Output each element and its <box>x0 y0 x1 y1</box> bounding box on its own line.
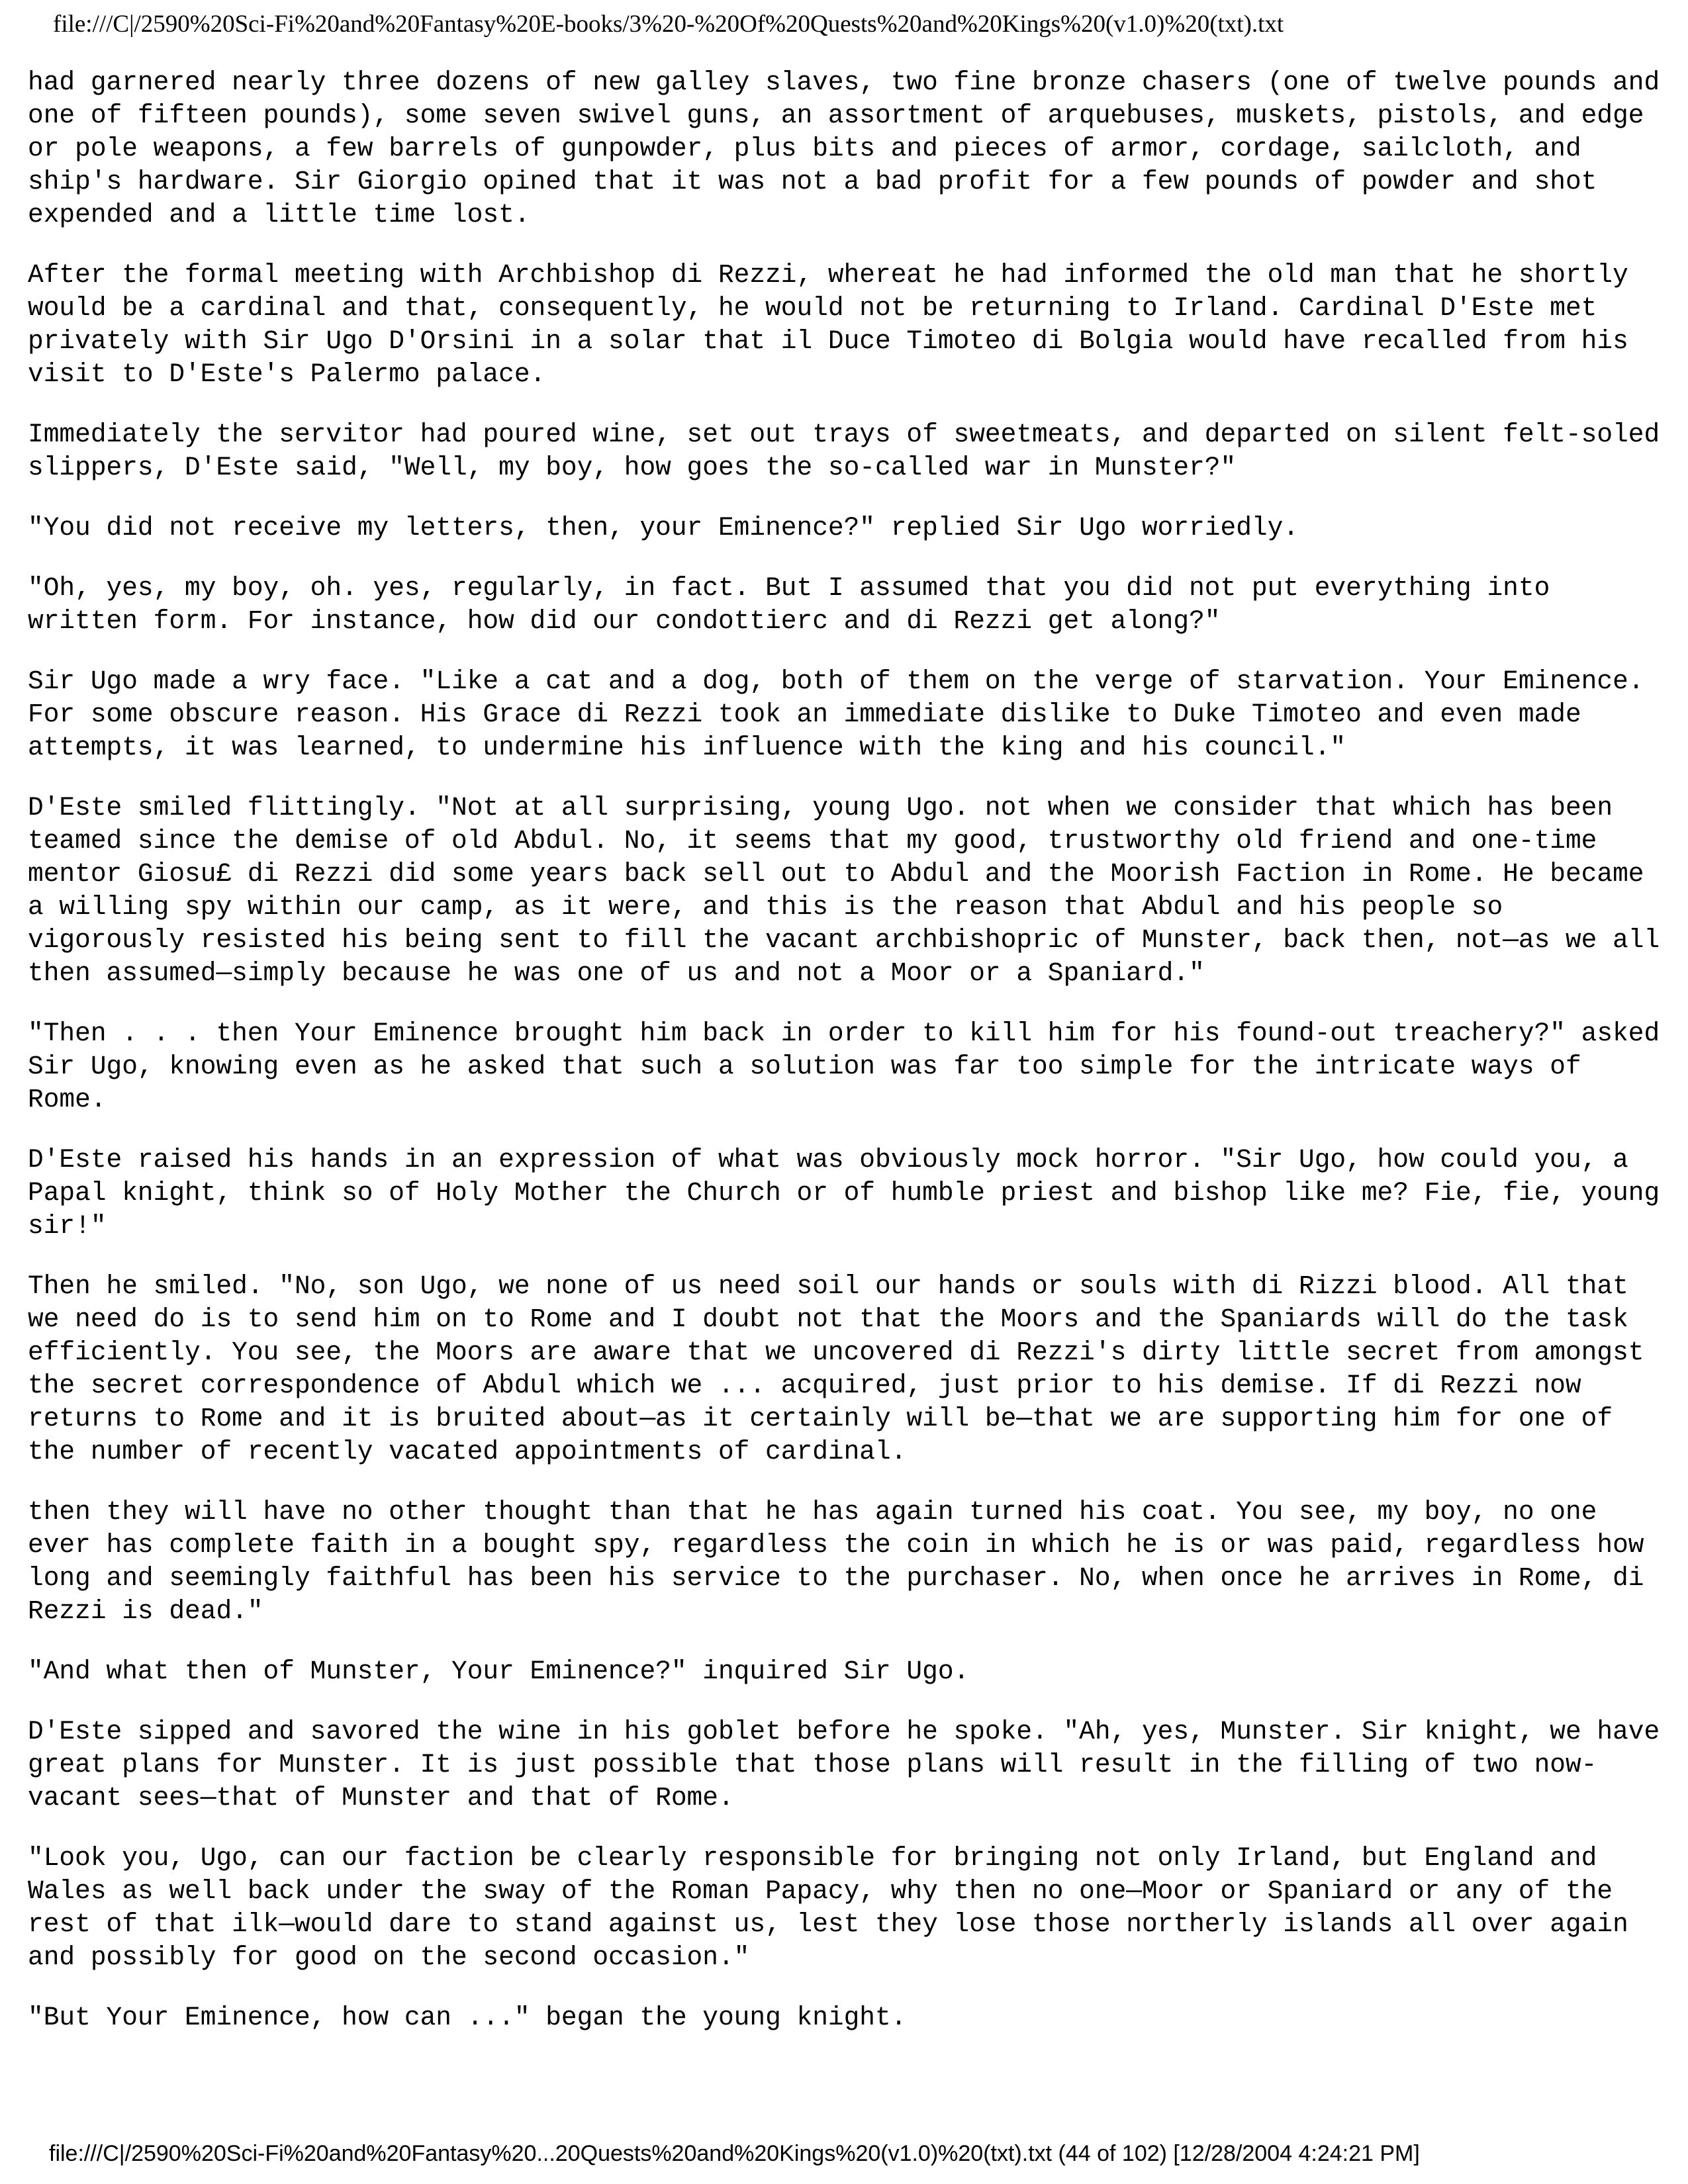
paragraph-6: Sir Ugo made a wry face. "Like a cat and a dog, both of them on the verge of starvation. Your Eminence. For some obscure reason. His Grace di Rezzi took an immediate dislike to Duke Timoteo and even made attempts, it was learned, to undermine his influence with the king and his council." <box>28 666 1660 762</box>
paragraph-4: "You did not receive my letters, then, your Eminence?" replied Sir Ugo worriedly. <box>28 513 1299 543</box>
paragraph-2: After the formal meeting with Archbishop di Rezzi, whereat he had informed the old man that he shortly would be a cardinal and that, consequently, he would not be returning to Irland. Cardinal D'Este met privately with Sir Ugo D'Orsini in a solar that il Duce Timoteo di Bolgia would have recalled from his visit to D'Este's Palermo palace. <box>28 260 1644 389</box>
paragraph-10: Then he smiled. "No, son Ugo, we none of us need soil our hands or souls with di Rizzi blood. All that we need do is to send him on to Rome and I doubt not that the Moors and the Spaniards will do the task efficiently. You see, the Moors are aware that we uncovered di Rezzi's dirty little secret from amongst the secret correspondence of Abdul which we ... acquired, just prior to his demise. If di Rezzi now returns to Rome and it is bruited about—as it certainly will be—that we are supporting him for one of the number of recently vacated appointments of cardinal. <box>28 1271 1660 1467</box>
paragraph-9: D'Este raised his hands in an expression of what was obviously mock horror. "Sir Ugo, how could you, a Papal knight, think so of Holy Mother the Church or of humble priest and bishop like me? Fie, fie, young sir!" <box>28 1145 1675 1241</box>
document-body <box>28 66 1675 2052</box>
paragraph-11: then they will have no other thought than that he has again turned his coat. You see, my boy, no one ever has complete faith in a bought spy, regardless the coin in which he is or was paid, regardless how long and seemingly faithful has been his service to the purchaser. No, when once he arrives in Rome, di Rezzi is dead." <box>28 1497 1660 1626</box>
paragraph-12: "And what then of Munster, Your Eminence?" inquired Sir Ugo. <box>28 1657 970 1686</box>
footer-file-info: file:///C|/2590%20Sci-Fi%20and%20Fantasy%20...20Quests%20and%20Kings%20(v1.0)%20(txt).txt (44 of 102) [12/28/2004 4:24:21 PM] <box>49 2141 1420 2166</box>
paragraph-7: D'Este smiled flittingly. "Not at all surprising, young Ugo. not when we consider that which has been teamed since the demise of old Abdul. No, it seems that my good, trustworthy old friend and one-time mentor Giosu£ di Rezzi did some years back sell out to Abdul and the Moorish Faction in Rome. He became a willing spy within our camp, as it were, and this is the reason that Abdul and his people so vigorously resisted his being sent to fill the vacant archbishopric of Munster, back then, not—as we all then assumed—simply because he was one of us and not a Moor or a Spaniard." <box>28 793 1675 988</box>
paragraph-5: "Oh, yes, my boy, oh. yes, regularly, in fact. But I assumed that you did not put everything into written form. For instance, how did our condottierc and di Rezzi get along?" <box>28 573 1566 636</box>
paragraph-1: had garnered nearly three dozens of new galley slaves, two fine bronze chasers (one of twelve pounds and one of fifteen pounds), some seven swivel guns, an assortment of arquebuses, muskets, pistols, and edge or pole weapons, a few barrels of gunpowder, plus bits and pieces of armor, cordage, sailcloth, and ship's hardware. Sir Giorgio opined that it was not a bad profit for a few pounds of powder and shot expended and a little time lost. <box>28 68 1675 230</box>
paragraph-13: D'Este sipped and savored the wine in his goblet before he spoke. "Ah, yes, Munster. Sir knight, we have great plans for Munster. It is just possible that those plans will result in the filling of two now-vacant sees—that of Munster and that of Rome. <box>28 1717 1675 1813</box>
paragraph-3: Immediately the servitor had poured wine, set out trays of sweetmeats, and departed on silent felt-soled slippers, D'Este said, "Well, my boy, how goes the so-called war in Munster?" <box>28 420 1675 482</box>
paragraph-14: "Look you, Ugo, can our faction be clearly responsible for bringing not only Irland, but England and Wales as well back under the sway of the Roman Papacy, why then no one—Moor or Spaniard or any of the rest of that ilk—would dare to stand against us, lest they lose those northerly islands all over again and possibly for good on the second occasion." <box>28 1843 1644 1972</box>
paragraph-15: "But Your Eminence, how can ..." began the young knight. <box>28 2003 907 2032</box>
header-file-path: file:///C|/2590%20Sci-Fi%20and%20Fantasy%20E-books/3%20-%20Of%20Quests%20and%20Kings%20(v1.0)%20(txt).txt <box>53 11 1284 38</box>
paragraph-8: "Then . . . then Your Eminence brought him back in order to kill him for his found-out treachery?" asked Sir Ugo, knowing even as he asked that such a solution was far too simple for the intricate ways of Rome. <box>28 1019 1675 1115</box>
